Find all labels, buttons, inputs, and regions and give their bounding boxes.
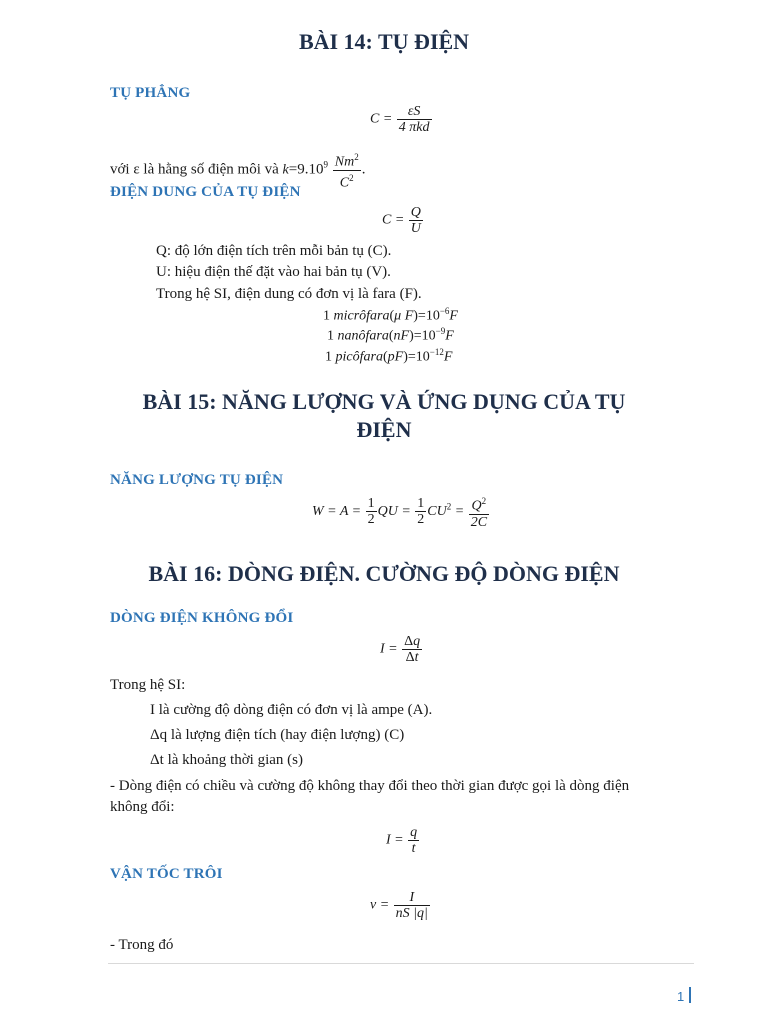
si-intro: Trong hệ SI:	[110, 677, 186, 693]
footer-divider	[108, 963, 694, 964]
formula-current-delta: I = $\frac{\Delta q}{\Delta t}$	[380, 634, 421, 665]
formula-energy: W = A = $\frac{1}{2}$ QU = $\frac{1}{2}$ $CU^2$ = $\frac{Q^2}{2C}$	[312, 496, 488, 530]
heading-energy: NĂNG LƯỢNG TỤ ĐIỆN	[110, 472, 284, 488]
formula-flat-capacitor: C = $\frac{\varepsilon S}{\text{4 πkd}}$	[370, 104, 430, 135]
page-number-bar	[689, 987, 691, 1003]
unit-nanofarad: 1 $nanôfara(nF)=10^{-9}F$	[327, 326, 454, 344]
formula-current-simple: I = $\frac{q}{t}$	[386, 825, 418, 856]
lesson-16-title: BÀI 16: DÒNG ĐIỆN. CƯỜNG ĐỘ DÒNG ĐIỆN	[148, 561, 620, 586]
desc-u: U: hiệu điện thế đặt vào hai bản tụ (V).	[156, 264, 391, 280]
where-text: - Trong đó	[110, 937, 174, 953]
formula-drift-velocity: v = $\frac{I}{nS |q|}$	[370, 890, 428, 921]
epsilon-definition: với ε là hằng số điện môi và $k=9.10^9$ $\frac{Nm^2}{C^2}$ .	[110, 152, 366, 191]
desc-time: Δt là khoảng thời gian (s)	[150, 752, 303, 768]
desc-q: Q: độ lớn điện tích trên mỗi bản tụ (C).	[156, 243, 392, 259]
lesson-15-title-line2: ĐIỆN	[356, 417, 412, 442]
lesson-14-title: BÀI 14: TỤ ĐIỆN	[298, 29, 470, 54]
heading-capacitance: ĐIỆN DUNG CỦA TỤ ĐIỆN	[110, 184, 301, 200]
heading-drift-velocity: VẬN TỐC TRÔI	[110, 866, 223, 882]
heading-flat-capacitor: TỤ PHẲNG	[110, 85, 191, 101]
lesson-15-title-line1: BÀI 15: NĂNG LƯỢNG VÀ ỨNG DỤNG CỦA TỤ	[142, 389, 626, 414]
unit-microfarad: 1 micrôfara(μ $F)=10^{-6}F$	[323, 306, 458, 324]
formula-capacitance: C = $\frac{Q}{U}$	[382, 205, 421, 236]
page-number: 1	[677, 989, 685, 1004]
desc-si-farad: Trong hệ SI, điện dung có đơn vị là fara (F).	[156, 286, 422, 302]
dc-definition-line1: - Dòng điện có chiều và cường độ không thay đổi theo thời gian được gọi là dòng điện	[110, 778, 630, 794]
unit-picofarad: 1 $picôfara(pF)=10^{-12}F$	[325, 347, 453, 365]
desc-charge: Δq là lượng điện tích (hay điện lượng) (C)	[150, 727, 405, 743]
dc-definition-line2: không đổi:	[110, 799, 175, 815]
desc-current: I là cường độ dòng điện có đơn vị là ampe (A).	[150, 702, 433, 718]
heading-direct-current: DÒNG ĐIỆN KHÔNG ĐỔI	[110, 610, 294, 626]
epsilon-text: với ε là hằng số điện môi và	[110, 161, 283, 178]
